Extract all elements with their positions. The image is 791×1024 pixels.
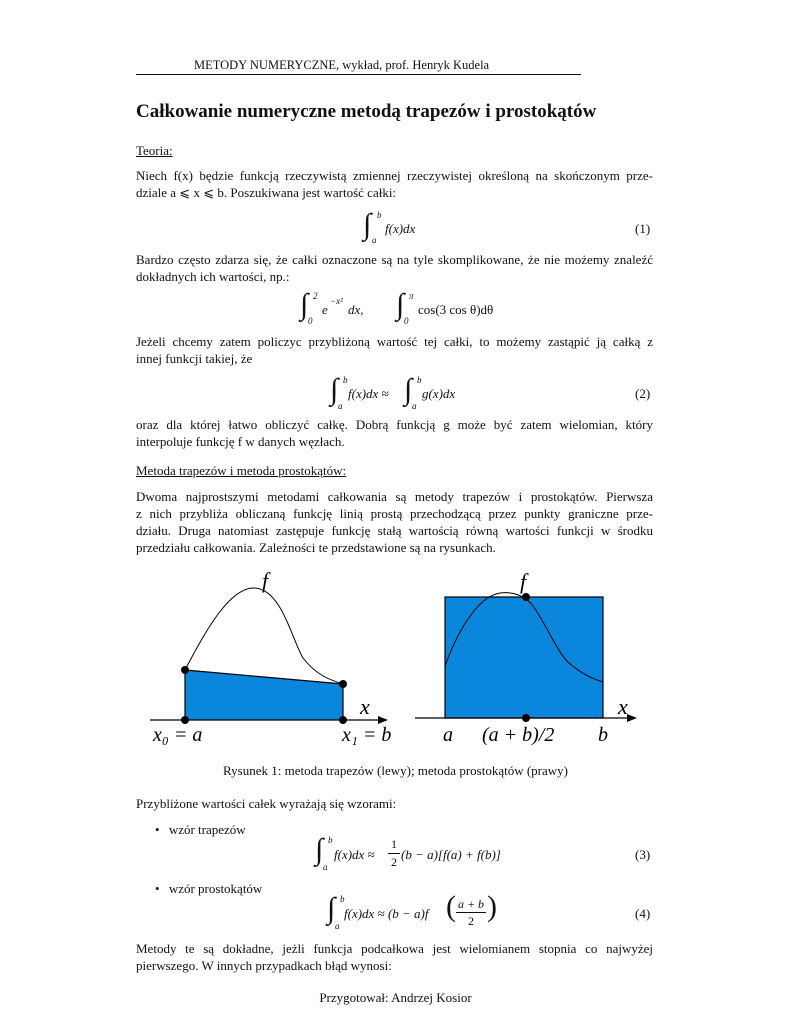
integrand: cos(3 cos θ)dθ bbox=[418, 302, 494, 317]
footer-author: Przygotował: Andrzej Kosior bbox=[319, 990, 472, 1005]
header-text: METODY NUMERYCZNE, wykład, prof. Henryk Kudela bbox=[194, 58, 490, 72]
midpoint-node bbox=[522, 714, 530, 722]
integral-sign: ∫ bbox=[327, 892, 336, 925]
paragraph-line: pierwszego. W innych przypadkach błąd wynosi: bbox=[136, 958, 392, 973]
a-label: a bbox=[443, 724, 453, 746]
equation-2 bbox=[330, 375, 480, 413]
node-point bbox=[339, 680, 347, 688]
paragraph-line: innej funkcji takiej, że bbox=[136, 351, 253, 366]
left-expression: f(x)dx ≈ (b − a)f bbox=[344, 906, 429, 921]
bullet-dot: • bbox=[155, 881, 160, 896]
lower-limit: a bbox=[372, 235, 377, 245]
fraction-numerator: a + b bbox=[457, 897, 485, 911]
paragraph-line: Niech f(x) będzie funkcją rzeczywistą zmiennej rzeczywistej określoną na skończonym prze- bbox=[136, 168, 653, 183]
section-heading-teoria: Teoria: bbox=[136, 143, 173, 158]
bullet-dot: • bbox=[155, 822, 160, 837]
equation-4 bbox=[327, 890, 507, 934]
paragraph-line: przedziału całkowania. Zależności te przedstawione są na rysunkach. bbox=[136, 540, 496, 555]
node-point bbox=[181, 716, 189, 724]
right-integrand: g(x)dx bbox=[422, 386, 456, 401]
integrand-base: e bbox=[322, 302, 328, 317]
paragraph-line: z nich przybliża obliczaną funkcję linią prostą przechodzącą przez punkty graniczne prze- bbox=[136, 506, 653, 521]
upper-limit: b bbox=[343, 375, 348, 385]
paragraph-line: oraz dla której łatwo obliczyć całkę. Dobrą funkcją g może być zatem wielomian, który bbox=[136, 417, 653, 432]
lower-limit: a bbox=[412, 401, 417, 411]
lower-limit: a bbox=[335, 921, 340, 931]
paragraph-line: Bardzo często zdarza się, że całki oznaczone są na tyle skomplikowane, że nie możemy znaleźć bbox=[136, 252, 653, 267]
paragraph-methods bbox=[136, 488, 653, 556]
equation-3 bbox=[315, 835, 515, 875]
b-label: b bbox=[598, 724, 608, 746]
example-integral-gauss bbox=[300, 290, 390, 328]
equation-number: (1) bbox=[635, 221, 651, 236]
x-label-right: x bbox=[618, 694, 628, 719]
x-axis-arrow-left bbox=[378, 716, 388, 724]
right-expression: (b − a)[f(a) + f(b)] bbox=[401, 847, 501, 862]
paragraph-line: Dwoma najprostszymi metodami całkowania są metody trapezów i prostokątów. Pierwsza bbox=[136, 489, 653, 504]
integral-sign: ∫ bbox=[404, 373, 413, 406]
integral-sign: ∫ bbox=[300, 288, 309, 321]
figure-trapezoid-rectangle bbox=[140, 565, 650, 750]
x-axis-arrow-right bbox=[627, 714, 637, 722]
f-label-left: f bbox=[262, 568, 269, 593]
paragraph-line: Jeżeli chcemy zatem policzyc przybliżoną wartość tej całki, to możemy zastąpić ją całką z bbox=[136, 334, 653, 349]
paragraph-line: Przybliżone wartości całek wyrażają się wzorami: bbox=[136, 796, 397, 811]
paragraph-approximation bbox=[136, 333, 653, 367]
bullet-label: wzór trapezów bbox=[168, 822, 246, 837]
bullet-rectangle bbox=[155, 881, 262, 897]
node-point bbox=[181, 666, 189, 674]
fraction-numerator: 1 bbox=[391, 837, 397, 851]
f-label-right: f bbox=[520, 569, 527, 594]
paragraph-line: dokładnych ich wartości, np.: bbox=[136, 269, 290, 284]
bullet-trapezoid bbox=[155, 822, 246, 838]
rectangle-area bbox=[445, 597, 603, 718]
equation-number: (4) bbox=[635, 906, 651, 921]
paragraph-polynomial bbox=[136, 416, 653, 450]
fraction-bar bbox=[456, 912, 486, 913]
upper-limit: b bbox=[377, 210, 382, 220]
example-integral-cos bbox=[396, 290, 516, 328]
lower-limit: a bbox=[323, 862, 328, 872]
fraction-denominator: 2 bbox=[468, 914, 474, 928]
integral-sign: ∫ bbox=[396, 288, 405, 321]
upper-limit: b bbox=[328, 835, 333, 845]
paragraph-intro bbox=[136, 167, 653, 201]
integrand: f(x)dx bbox=[385, 221, 416, 236]
paragraph-formulas-intro bbox=[136, 795, 653, 812]
figure-caption: Rysunek 1: metoda trapezów (lewy); metoda prostokątów (prawy) bbox=[223, 763, 568, 778]
paragraph-line: Metody te są dokładne, jeżli funkcja podcałkowa jest wielomianem stopnia co najwyżej bbox=[136, 941, 653, 956]
equation-1 bbox=[363, 210, 443, 246]
left-integrand: f(x)dx ≈ bbox=[348, 386, 389, 401]
x1-label: x₁ = b bbox=[342, 724, 392, 746]
left-integrand: f(x)dx ≈ bbox=[334, 847, 375, 862]
lower-limit: 0 bbox=[404, 316, 409, 326]
paragraph-line: działu. Druga natomiast zastępuje funkcję stałą wartością równą wartości funkcji w środku bbox=[136, 523, 653, 538]
fraction-denominator: 2 bbox=[391, 855, 397, 869]
integral-sign: ∫ bbox=[363, 208, 372, 241]
upper-limit: π bbox=[409, 291, 414, 301]
equation-number: (3) bbox=[635, 847, 651, 862]
close-paren: ) bbox=[487, 890, 497, 923]
paragraph-error bbox=[136, 940, 653, 974]
node-point bbox=[339, 716, 347, 724]
function-curve-left bbox=[185, 588, 343, 684]
paragraph-line: dziale a ⩽ x ⩽ b. Poszukiwana jest wartość całki: bbox=[136, 185, 397, 200]
integrand-tail: dx, bbox=[348, 302, 364, 317]
x-label-left: x bbox=[360, 694, 370, 719]
x0-label: x₀ = a bbox=[153, 724, 203, 746]
midpoint-value-point bbox=[522, 593, 530, 601]
page-title: Całkowanie numeryczne metodą trapezów i prostokątów bbox=[136, 101, 597, 122]
paragraph-line: interpoluje funkcję f w danych węzłach. bbox=[136, 434, 345, 449]
upper-limit: b bbox=[340, 894, 345, 904]
open-paren: ( bbox=[446, 890, 456, 923]
midpoint-label: (a + b)/2 bbox=[482, 724, 555, 746]
header-rule bbox=[136, 74, 581, 75]
paragraph-difficulty bbox=[136, 251, 653, 285]
upper-limit: b bbox=[417, 375, 422, 385]
lower-limit: 0 bbox=[308, 316, 313, 326]
integral-sign: ∫ bbox=[315, 833, 324, 866]
integral-sign: ∫ bbox=[330, 373, 339, 406]
section-heading-methods: Metoda trapezów i metoda prostokątów: bbox=[136, 463, 347, 478]
upper-limit: 2 bbox=[313, 291, 318, 301]
lower-limit: a bbox=[338, 401, 343, 411]
integrand-exponent: −x² bbox=[330, 296, 343, 306]
bullet-label: wzór prostokątów bbox=[168, 881, 263, 896]
fraction-bar bbox=[388, 853, 400, 854]
equation-number: (2) bbox=[635, 386, 651, 401]
